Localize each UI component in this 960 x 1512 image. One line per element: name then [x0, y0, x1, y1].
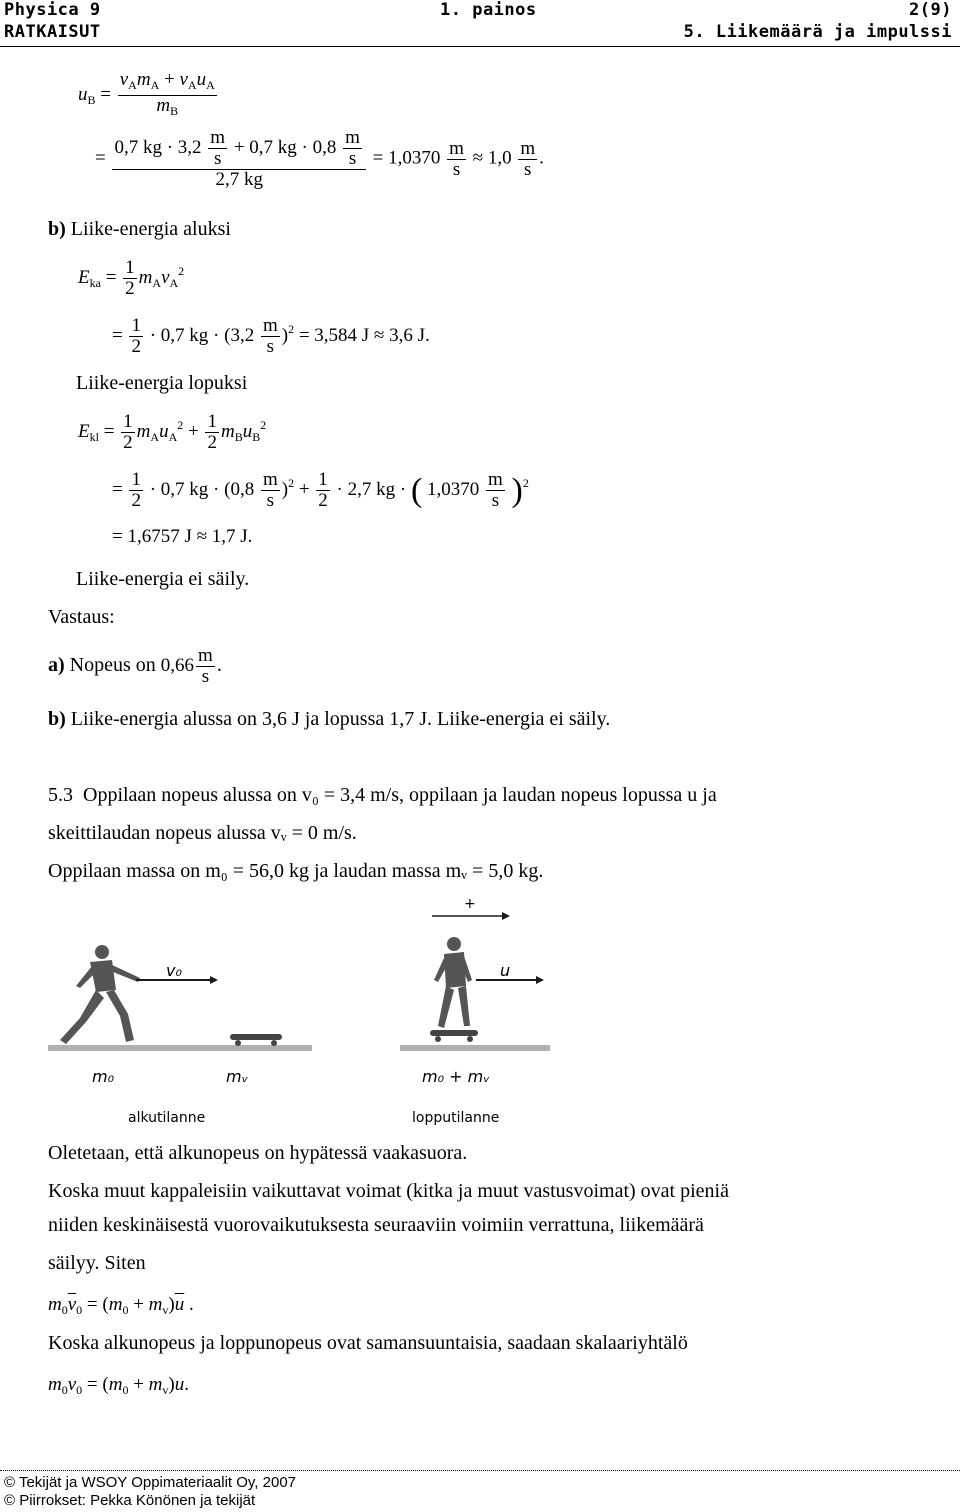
skateboard-figure — [40, 890, 560, 1130]
paragraph-line3: säilyy. Siten — [48, 1252, 146, 1274]
footer-copyright: © Tekijät ja WSOY Oppimateriaalit Oy, 2007 — [4, 1474, 297, 1491]
problem-53-line3: Oppilaan massa on m₀ = 56,0 kg ja laudan massa mᵥ = 5,0 kg. — [48, 860, 544, 882]
running-student — [60, 945, 140, 1044]
eq-uB: $u_B$ = $\frac{v_Am_A + v_Au_A}{m_B}$ — [78, 69, 215, 118]
part-b-heading: b) Liike-energia aluksi — [48, 218, 231, 240]
problem-53-line2: skeittilaudan nopeus alussa vᵥ = 0 m/s. — [48, 822, 357, 844]
eq-Eka: $E_{ka}$ = $\frac{1}{2}$ $m_Av_A^2$ — [78, 257, 185, 299]
section-left: RATKAISUT — [4, 22, 101, 42]
paragraph-line4: Koska alkunopeus ja loppunopeus ovat samansuuntaisia, saadaan skalaariyhtälö — [48, 1332, 688, 1354]
answer-a: a) Nopeus on 0,66 $\frac{m}{s}$ . — [48, 645, 222, 687]
footer-rule — [0, 1470, 960, 1471]
riding-student — [430, 937, 478, 1042]
eq-momentum-scalar: $m_0v_0 = (m_0 + m_v)u$. — [48, 1374, 189, 1397]
section-right: 5. Liikemäärä ja impulssi — [683, 22, 952, 42]
combined-mass-label: m₀ + mᵥ — [422, 1067, 490, 1086]
header-rule — [0, 46, 960, 47]
skateboard-left — [230, 1034, 282, 1046]
end-energy-heading: Liike-energia lopuksi — [76, 372, 248, 394]
paragraph-line1: Koska muut kappaleisiin vaikuttavat voimat (kitka ja muut vastusvoimat) ovat pieniä — [48, 1180, 729, 1202]
caption-right: lopputilanne — [412, 1110, 500, 1126]
edition: 1. painos — [440, 0, 537, 20]
eq-Eka-numeric: = $\frac{1}{2}$ · 0,7 kg · (3,2 $\frac{m}{s}$ )$^2$ = 3,584 J ≈ 3,6 J. — [112, 315, 430, 357]
caption-left: alkutilanne — [128, 1110, 206, 1126]
v0-label: v₀ — [166, 961, 182, 980]
eq-uB-numeric: = 0,7 kg · 3,2 $\frac{m}{s}$ + 0,7 kg · 0,8 $\frac{m}{s}$ 2,7 kg = 1,0370 $\frac{m}{s}$ ≈ 1,0 $\frac{m}{s}$ . — [95, 127, 544, 190]
page-number: 2(9) — [909, 0, 952, 20]
eq-Ekl-result: = 1,6757 J ≈ 1,7 J. — [112, 526, 253, 547]
footer-illustrations: © Piirrokset: Pekka Könönen ja tekijät — [4, 1492, 256, 1509]
book-title: Physica 9 — [4, 0, 101, 20]
eq-Ekl: $E_{kl}$ = $\frac{1}{2}$ $m_Au_A^2$ + $\frac{1}{2}$ $m_Bu_B^2$ — [78, 411, 267, 453]
eq-momentum-vector: $m_0\overline{v}_0 = (m_0 + m_v)\overline{u}$ . — [48, 1294, 194, 1317]
m0-label: m₀ — [92, 1067, 114, 1086]
paragraph-line2: niiden keskinäisestä vuorovaikutuksesta seuraaviin voimiin verrattuna, liikemäärä — [48, 1214, 704, 1236]
u-label: u — [500, 961, 511, 980]
assumption: Oletetaan, että alkunopeus on hypätessä vaakasuora. — [48, 1142, 468, 1164]
problem-53-line1: 5.3 Oppilaan nopeus alussa on v₀ = 3,4 m/s, oppilaan ja laudan nopeus lopussa u ja — [48, 784, 717, 806]
mv-label: mᵥ — [226, 1067, 249, 1086]
vastaus-label: Vastaus: — [48, 606, 115, 628]
plus-sign: + — [464, 896, 476, 912]
not-conserved: Liike-energia ei säily. — [76, 568, 250, 590]
eq-Ekl-numeric: = $\frac{1}{2}$ · 0,7 kg · (0,8 $\frac{m}{s}$ )$^2$ + $\frac{1}{2}$ · 2,7 kg · ( 1,0370 $\frac{m}{s}$ )$^2$ — [112, 469, 529, 511]
answer-b: b) Liike-energia alussa on 3,6 J ja lopussa 1,7 J. Liike-energia ei säily. — [48, 708, 611, 730]
